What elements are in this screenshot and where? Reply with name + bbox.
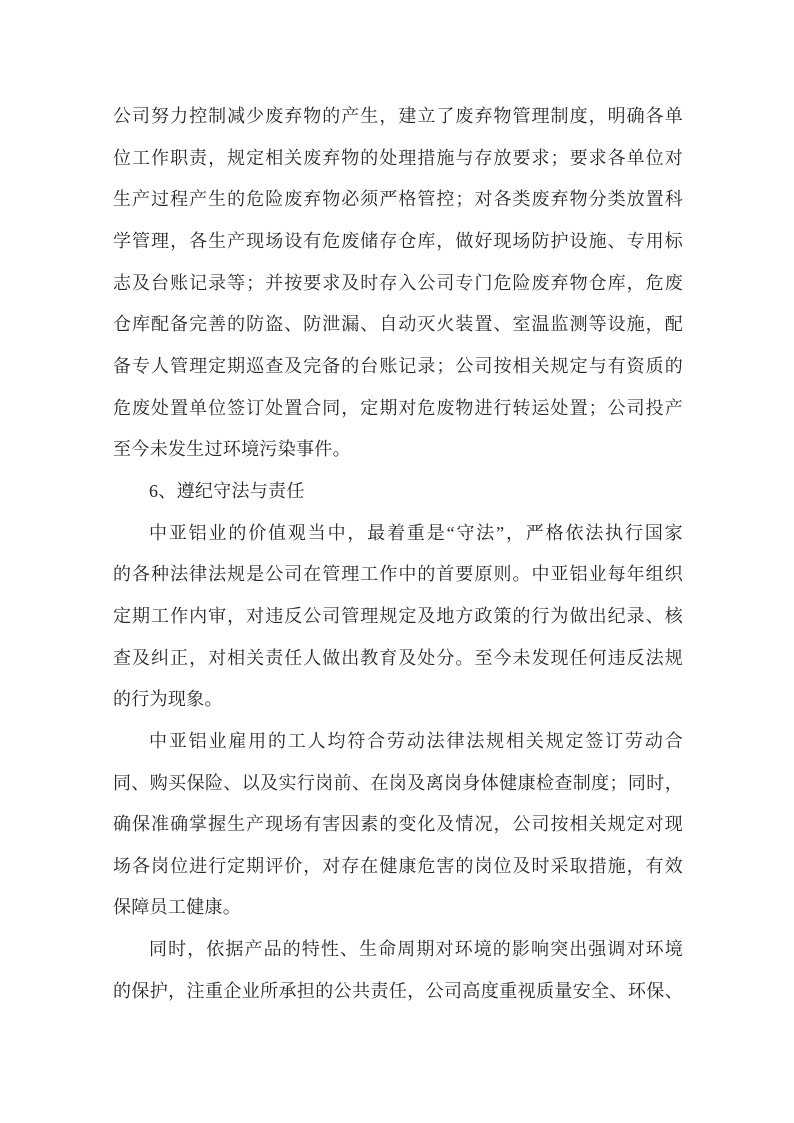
text-line: 的行为现象。 [113, 689, 223, 710]
heading-line: 6、遵纪守法与责任 [149, 480, 305, 501]
text-line: 中亚铝业雇用的工人均符合劳动法律法规相关规定签订劳动合 [149, 730, 683, 751]
text-line: 志及台账记录等；并按要求及时存入公司专门危险废弃物仓库，危废 [113, 272, 683, 293]
text-line: 至今未发生过环境污染事件。 [113, 439, 351, 460]
text-line: 保障员工健康。 [113, 897, 242, 918]
text-line: 同时，依据产品的特性、生命周期对环境的影响突出强调对环境 [149, 939, 683, 960]
text-line: 学管理，各生产现场设有危废储存仓库，做好现场防护设施、专用标 [113, 230, 683, 251]
text-line: 的保护，注重企业所承担的公共责任，公司高度重视质量安全、环保、 [113, 980, 683, 1001]
heading-section-6 [113, 471, 683, 513]
text-line: 确保准确掌握生产现场有害因素的变化及情况，公司按相关规定对现 [113, 814, 683, 835]
text-line: 定期工作内审，对违反公司管理规定及地方政策的行为做出纪录、核 [113, 605, 683, 626]
text-line: 中亚铝业的价值观当中，最着重是“守法”，严格依法执行国家 [149, 522, 683, 543]
text-line: 场各岗位进行定期评价，对存在健康危害的岗位及时采取措施，有效 [113, 855, 683, 876]
text-line: 备专人管理定期巡查及完备的台账记录；公司按相关规定与有资质的 [113, 355, 683, 376]
text-line: 查及纠正，对相关责任人做出教育及处分。至今未发现任何违反法规 [113, 647, 683, 668]
text-line: 危废处置单位签订处置合同，定期对危废物进行转运处置；公司投产 [113, 397, 683, 418]
text-line: 生产过程产生的危险废弃物必须严格管控；对各类废弃物分类放置科 [113, 189, 683, 210]
para-environment-responsibility [113, 929, 683, 1012]
text-line: 的各种法律法规是公司在管理工作中的首要原则。中亚铝业每年组织 [113, 564, 683, 585]
text-line: 仓库配备完善的防盗、防泄漏、自动灭火装置、室温监测等设施，配 [113, 314, 683, 335]
para-waste-management [113, 96, 683, 471]
document-content [113, 96, 683, 1012]
text-line: 位工作职责，规定相关废弃物的处理措施与存放要求；要求各单位对 [113, 147, 683, 168]
text-line: 公司努力控制减少废弃物的产生，建立了废弃物管理制度，明确各单 [113, 106, 683, 126]
para-law-compliance [113, 513, 683, 721]
para-labor-health [113, 721, 683, 929]
text-line: 同、购买保险、以及实行岗前、在岗及离岗身体健康检查制度；同时， [113, 772, 683, 793]
